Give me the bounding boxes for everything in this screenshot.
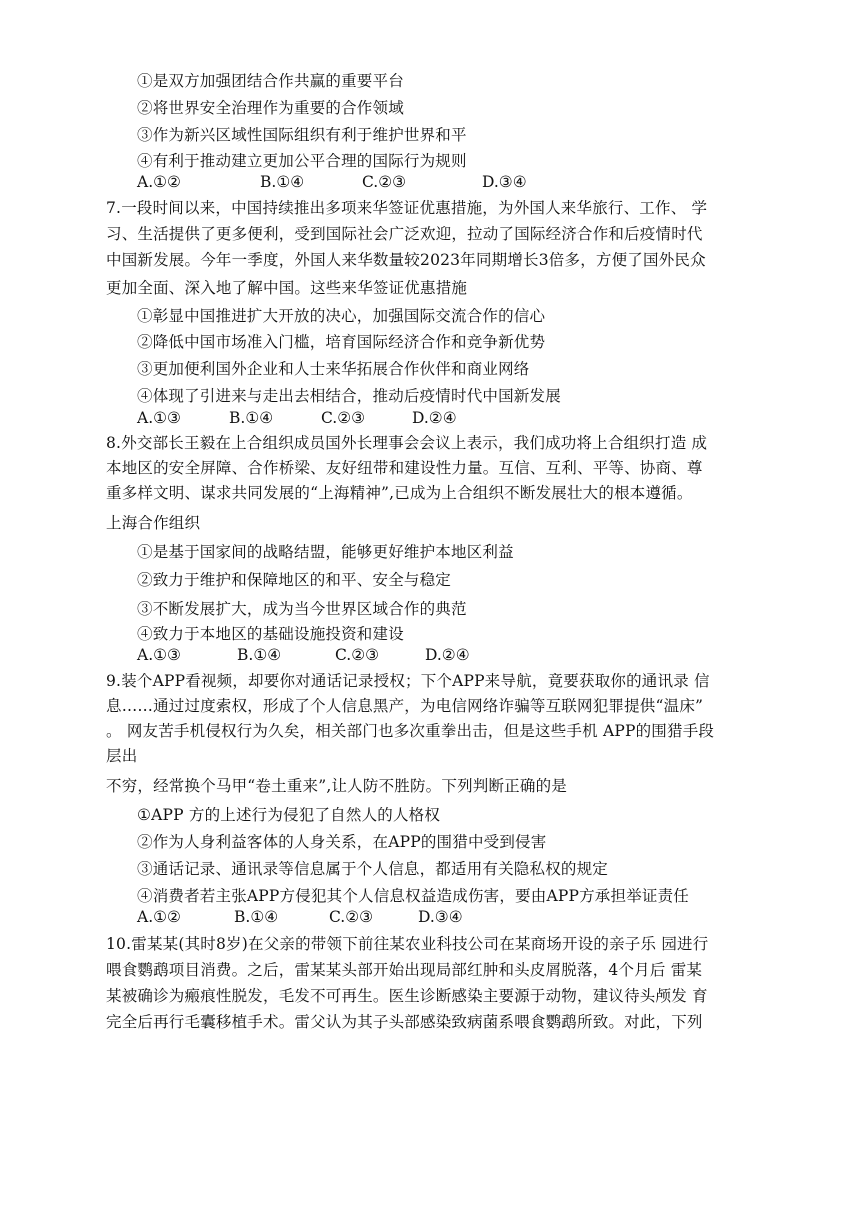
q10-stem-line-4: 完全后再行毛囊移植手术。雷父认为其子头部感染致病菌系喂食鹦鹉所致。对此，下列	[106, 1013, 703, 1031]
q10-stem-line-1: 10.雷某某(其时8岁)在父亲的带领下前往某农业科技公司在某商场开设的亲子乐 园进行	[106, 935, 709, 953]
q9-stem-line-5: 不穷，经常换个马甲“卷土重来”,让人防不胜防。下列判断正确的是	[106, 777, 567, 795]
q7-stem-line-4: 更加全面、深入地了解中国。这些来华签证优惠措施	[106, 279, 468, 297]
q7-stem-line-1: 7.一段时间以来，中国持续推出多项来华签证优惠措施，为外国人来华旅行、工作、 学	[106, 199, 708, 217]
q8-option-d: D.②④	[425, 646, 470, 664]
q7-options	[137, 408, 637, 428]
q8-stem-line-1: 8.外交部长王毅在上合组织成员国外长理事会会议上表示，我们成功将上合组织打造 成	[106, 434, 708, 452]
q7-stem-line-2: 习、生活提供了更多便利，受到国际社会广泛欢迎，拉动了国际经济合作和后疫情时代	[106, 225, 703, 243]
q6-item-3: ③作为新兴区域性国际组织有利于维护世界和平	[137, 126, 467, 144]
q7-item-1: ①彰显中国推进扩大开放的决心，加强国际交流合作的信心	[137, 307, 546, 325]
q9-option-b: B.①④	[234, 908, 279, 926]
q8-option-c: C.②③	[335, 646, 380, 664]
q9-item-4: ④消费者若主张APP方侵犯其个人信息权益造成伤害，要由APP方承担举证责任	[137, 887, 690, 905]
q8-item-3: ③不断发展扩大，成为当今世界区域合作的典范	[137, 600, 467, 618]
q7-option-a: A.①③	[137, 409, 181, 427]
q10-stem-line-2: 喂食鹦鹉项目消费。之后，雷某某头部开始出现局部红肿和头皮屑脱落，4个月后 雷某	[106, 961, 703, 979]
q9-item-1: ①APP 方的上述行为侵犯了自然人的人格权	[137, 806, 441, 824]
q8-item-2: ②致力于维护和保障地区的和平、安全与稳定	[137, 571, 452, 589]
q9-stem-line-3: 。 网友苦手机侵权行为久矣，相关部门也多次重拳出击，但是这些手机 APP的围猎手段	[106, 722, 715, 740]
q9-stem-line-2: 息……通过过度索权，形成了个人信息黑产，为电信网络诈骗等互联网犯罪提供“温床”	[106, 697, 704, 715]
q6-item-2: ②将世界安全治理作为重要的合作领域	[137, 99, 404, 117]
q7-item-3: ③更加便利国外企业和人士来华拓展合作伙伴和商业网络	[137, 360, 530, 378]
q7-item-4: ④体现了引进来与走出去相结合，推动后疫情时代中国新发展	[137, 387, 561, 405]
q8-option-b: B.①④	[237, 646, 282, 664]
q8-stem-line-4: 上海合作组织	[106, 514, 201, 532]
q9-stem-line-4: 层出	[106, 747, 138, 765]
q7-stem-line-3: 中国新发展。今年一季度，外国人来华数量较2023年同期增长3倍多，方便了国外民众	[106, 251, 706, 269]
q8-stem-line-3: 重多样文明、谋求共同发展的“上海精神”,已成为上合组织不断发展壮大的根本遵循。	[106, 484, 693, 502]
q9-item-3: ③通话记录、通讯录等信息属于个人信息，都适用有关隐私权的规定	[137, 860, 609, 878]
q7-option-c: C.②③	[321, 409, 366, 427]
q10-stem-line-3: 某被确诊为瘢痕性脱发，毛发不可再生。医生诊断感染主要源于动物，建议待头颅发 育	[106, 987, 708, 1005]
q7-option-b: B.①④	[229, 409, 274, 427]
q6-options	[137, 172, 637, 192]
q8-options	[137, 645, 637, 665]
q6-option-a: A.①②	[137, 173, 181, 191]
q9-option-d: D.③④	[418, 908, 463, 926]
q8-item-4: ④致力于本地区的基础设施投资和建设	[137, 625, 404, 643]
q9-option-c: C.②③	[329, 908, 374, 926]
q9-option-a: A.①②	[137, 908, 181, 926]
q8-stem-line-2: 本地区的安全屏障、合作桥梁、友好纽带和建设性力量。互信、互利、平等、协商、尊	[106, 459, 703, 477]
q6-option-c: C.②③	[362, 173, 407, 191]
q9-item-2: ②作为人身利益客体的人身关系，在APP的围猎中受到侵害	[137, 833, 547, 851]
q6-item-1: ①是双方加强团结合作共赢的重要平台	[137, 72, 404, 90]
q6-option-b: B.①④	[260, 173, 305, 191]
q7-item-2: ②降低中国市场准入门槛，培育国际经济合作和竞争新优势	[137, 333, 546, 351]
q6-option-d: D.③④	[482, 173, 527, 191]
q9-stem-line-1: 9.装个APP看视频，却要你对通话记录授权；下个APP来导航，竟要获取你的通讯录 信	[106, 672, 710, 690]
q8-option-a: A.①③	[137, 646, 181, 664]
q9-options	[137, 907, 637, 927]
q6-item-4: ④有利于推动建立更加公平合理的国际行为规则	[137, 152, 467, 170]
q8-item-1: ①是基于国家间的战略结盟，能够更好维护本地区利益	[137, 543, 514, 561]
q7-option-d: D.②④	[412, 409, 457, 427]
